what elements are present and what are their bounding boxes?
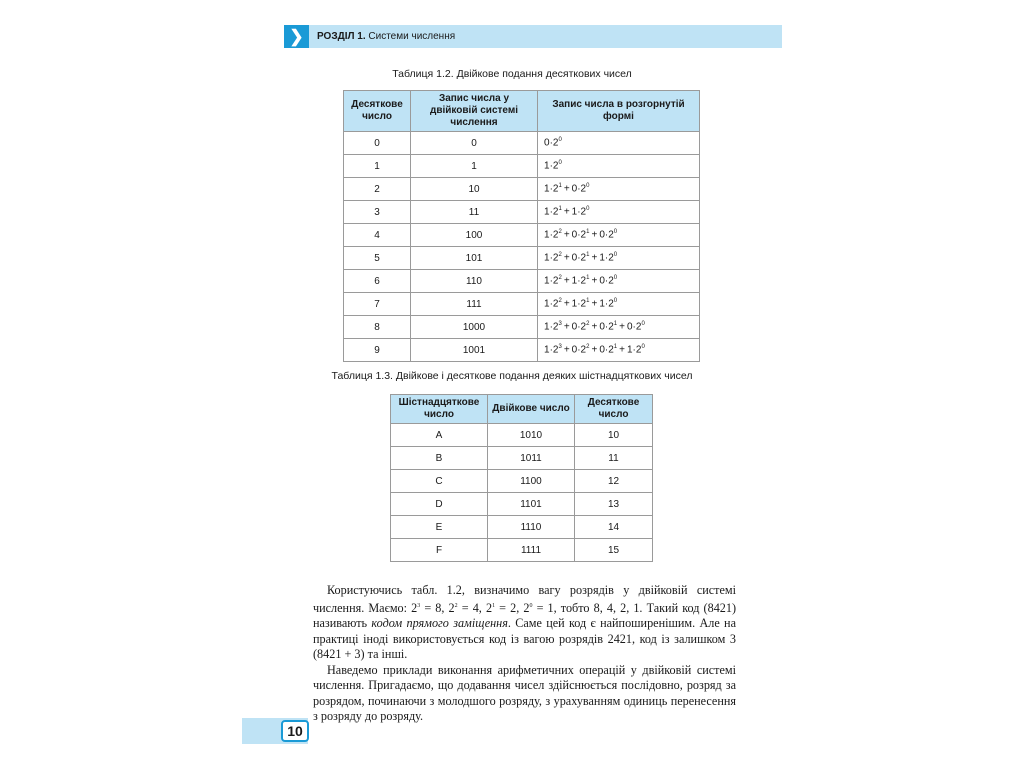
hex-binary-decimal-table [390, 394, 653, 562]
hex-cell: F [391, 539, 488, 562]
table1-header-binary: Запис числа у двійковій системі числення [411, 91, 538, 132]
coefficient: 0 [571, 344, 578, 356]
chevron-right-icon: ❯ [284, 25, 309, 48]
coefficient: 1 [544, 321, 550, 333]
decimal-cell: 2 [344, 178, 411, 201]
exponent: 1 [558, 206, 562, 213]
decimal-cell: 12 [575, 470, 653, 493]
table-row [344, 132, 700, 155]
times-base: ·2 [577, 229, 587, 241]
coefficient: 0 [599, 344, 605, 356]
hex-cell: E [391, 516, 488, 539]
times-base: ·2 [549, 137, 559, 149]
table2-header-decimal: Десяткове число [575, 395, 653, 424]
binary-cell: 10 [411, 178, 538, 201]
exponent: 0 [558, 160, 562, 167]
binary-cell: 1000 [411, 316, 538, 339]
coefficient: 0 [599, 275, 605, 287]
page-number: 10 [281, 720, 309, 742]
times-base: ·2 [549, 275, 559, 287]
coefficient: 1 [544, 275, 550, 287]
coefficient: 0 [599, 321, 605, 333]
binary-cell: 1 [411, 155, 538, 178]
decimal-cell: 3 [344, 201, 411, 224]
chapter-title: Системи числення [368, 31, 456, 42]
paragraph-arithmetic: Наведемо приклади виконання арифметичних операцій у двійковій системі числення. Пригадаємо, що додавання чисел здійснюється послідовно, розряд за розрядом, починаючи з молодшого розряду, з урахуванням одиниць перенесення з розряду до розряду. [313, 662, 736, 724]
decimal-cell: 14 [575, 516, 653, 539]
plus-sign: + [589, 321, 600, 333]
binary-cell: 1101 [488, 493, 575, 516]
exponent: 2 [454, 602, 458, 609]
table2-caption: Таблиця 1.3. Двійкове і десяткове подання деяких шістнадцяткових чисел [331, 370, 693, 382]
plus-sign: + [561, 206, 572, 218]
plus-sign: + [561, 298, 572, 310]
text-run: = 2, 2 [495, 600, 530, 615]
table1-caption: Таблиця 1.2. Двійкове подання десяткових чисел [392, 68, 632, 80]
times-base: ·2 [577, 252, 587, 264]
binary-cell: 1010 [488, 424, 575, 447]
hex-cell: C [391, 470, 488, 493]
times-base: ·2 [632, 344, 642, 356]
hex-cell: B [391, 447, 488, 470]
decimal-cell: 13 [575, 493, 653, 516]
decimal-cell: 15 [575, 539, 653, 562]
plus-sign: + [617, 321, 627, 333]
plus-sign: + [561, 275, 572, 287]
plus-sign: + [561, 183, 572, 195]
table-row [391, 470, 653, 493]
times-base: ·2 [577, 321, 587, 333]
exponent: 2 [586, 321, 590, 328]
times-base: ·2 [549, 252, 559, 264]
paragraph-weights [313, 583, 736, 663]
coefficient: 0 [571, 321, 578, 333]
coefficient: 1 [544, 183, 550, 195]
table2-header-hex: Шістнадцяткове число [391, 395, 488, 424]
binary-cell: 110 [411, 270, 538, 293]
plus-sign: + [561, 321, 572, 333]
decimal-cell: 1 [344, 155, 411, 178]
times-base: ·2 [549, 344, 559, 356]
expanded-form-cell [538, 224, 700, 247]
coefficient: 0 [571, 183, 578, 195]
plus-sign: + [589, 298, 600, 310]
exponent: 2 [558, 298, 562, 305]
table-row [391, 493, 653, 516]
exponent: 1 [613, 344, 618, 351]
exponent: 0 [586, 183, 590, 190]
times-base: ·2 [549, 229, 559, 241]
plus-sign: + [617, 344, 627, 356]
table-row [391, 539, 653, 562]
plus-sign: + [561, 252, 572, 264]
exponent: 3 [417, 602, 421, 609]
expanded-form-cell [538, 293, 700, 316]
binary-cell: 100 [411, 224, 538, 247]
expanded-form-cell [538, 178, 700, 201]
expanded-form-cell [538, 201, 700, 224]
expanded-form-cell [538, 247, 700, 270]
table-row [344, 270, 700, 293]
hex-cell: A [391, 424, 488, 447]
decimal-cell: 9 [344, 339, 411, 362]
coefficient: 1 [544, 229, 550, 241]
term-direct-substitution-code: кодом прямого заміщення [371, 616, 508, 631]
table-row [391, 447, 653, 470]
table-row [344, 316, 700, 339]
table-row [344, 224, 700, 247]
decimal-cell: 8 [344, 316, 411, 339]
times-base: ·2 [604, 229, 614, 241]
times-base: ·2 [577, 183, 587, 195]
table-row [344, 155, 700, 178]
table2-header-binary: Двійкове число [488, 395, 575, 424]
table-row [344, 339, 700, 362]
coefficient: 1 [599, 252, 605, 264]
plus-sign: + [589, 344, 600, 356]
coefficient: 1 [544, 160, 550, 172]
text-run: Користуючись табл. 1.2, визначимо вагу розрядів у двійковій системі числення. Маємо: 2 [313, 583, 736, 615]
plus-sign: + [589, 252, 600, 264]
times-base: ·2 [604, 344, 614, 356]
coefficient: 0 [544, 137, 550, 149]
binary-cell: 0 [411, 132, 538, 155]
coefficient: 1 [544, 206, 550, 218]
table1-header-decimal: Десяткове число [344, 91, 411, 132]
table-row [391, 424, 653, 447]
binary-cell: 111 [411, 293, 538, 316]
times-base: ·2 [577, 206, 587, 218]
coefficient: 1 [544, 298, 550, 310]
plus-sign: + [561, 344, 572, 356]
times-base: ·2 [549, 160, 559, 172]
binary-decimal-table [343, 90, 700, 362]
times-base: ·2 [577, 275, 587, 287]
text-run: = 1, тобто 8, 4, 2, 1. Такий код (8421) називають [313, 600, 737, 631]
decimal-cell: 4 [344, 224, 411, 247]
expanded-form-cell [538, 316, 700, 339]
binary-cell: 1100 [488, 470, 575, 493]
exponent: 0 [641, 321, 645, 328]
text-run: . Саме цей код є найпоширенішим. Але на практиці іноді використовується код із вагою розрядів 2421, код із залишком 3 (8421 + 3) та інші. [313, 616, 736, 662]
exponent: 1 [613, 321, 618, 328]
plus-sign: + [589, 275, 600, 287]
times-base: ·2 [577, 298, 587, 310]
text-run: = 8, 2 [420, 600, 455, 615]
coefficient: 0 [571, 252, 578, 264]
exponent: 0 [613, 252, 618, 259]
times-base: ·2 [632, 321, 642, 333]
times-base: ·2 [549, 298, 559, 310]
coefficient: 1 [544, 252, 550, 264]
times-base: ·2 [549, 183, 559, 195]
binary-cell: 1001 [411, 339, 538, 362]
exponent: 1 [586, 298, 590, 305]
expanded-form-cell [538, 155, 700, 178]
exponent: 3 [558, 344, 562, 351]
text-run: = 4, 2 [457, 600, 493, 615]
exponent: 2 [558, 252, 562, 259]
exponent: 0 [558, 137, 562, 144]
chapter-section: РОЗДІЛ 1. [317, 31, 366, 42]
expanded-form-cell [538, 132, 700, 155]
exponent: 2 [586, 344, 590, 351]
table-row [344, 178, 700, 201]
decimal-cell: 5 [344, 247, 411, 270]
exponent: 1 [586, 229, 590, 236]
exponent: 0 [613, 298, 618, 305]
times-base: ·2 [604, 321, 614, 333]
times-base: ·2 [604, 298, 614, 310]
coefficient: 0 [599, 229, 605, 241]
coefficient: 1 [599, 298, 605, 310]
chapter-header-text [317, 25, 455, 48]
binary-cell: 1011 [488, 447, 575, 470]
table1-header-expanded: Запис числа в розгорнутій формі [538, 91, 700, 132]
expanded-form-cell [538, 339, 700, 362]
exponent: 0 [641, 344, 645, 351]
times-base: ·2 [549, 321, 559, 333]
decimal-cell: 0 [344, 132, 411, 155]
hex-cell: D [391, 493, 488, 516]
times-base: ·2 [577, 344, 587, 356]
exponent: 0 [613, 229, 618, 236]
times-base: ·2 [604, 252, 614, 264]
exponent: 1 [586, 252, 590, 259]
binary-cell: 1110 [488, 516, 575, 539]
exponent: 0 [529, 602, 533, 609]
coefficient: 1 [571, 275, 578, 287]
plus-sign: + [561, 229, 572, 241]
table-row [344, 201, 700, 224]
exponent: 1 [558, 183, 562, 190]
decimal-cell: 6 [344, 270, 411, 293]
binary-cell: 11 [411, 201, 538, 224]
expanded-form-cell [538, 270, 700, 293]
coefficient: 1 [544, 344, 550, 356]
plus-sign: + [589, 229, 600, 241]
exponent: 0 [586, 206, 590, 213]
table-row [391, 516, 653, 539]
binary-cell: 101 [411, 247, 538, 270]
decimal-cell: 11 [575, 447, 653, 470]
decimal-cell: 7 [344, 293, 411, 316]
exponent: 1 [492, 602, 496, 609]
times-base: ·2 [549, 206, 559, 218]
chapter-header-bar [284, 25, 782, 48]
coefficient: 0 [626, 321, 633, 333]
coefficient: 1 [626, 344, 633, 356]
decimal-cell: 10 [575, 424, 653, 447]
exponent: 3 [558, 321, 562, 328]
coefficient: 1 [571, 206, 578, 218]
binary-cell: 1111 [488, 539, 575, 562]
exponent: 2 [558, 275, 562, 282]
coefficient: 1 [571, 298, 578, 310]
exponent: 2 [558, 229, 562, 236]
table-row [344, 293, 700, 316]
exponent: 0 [613, 275, 618, 282]
coefficient: 0 [571, 229, 578, 241]
body-text [313, 583, 736, 725]
table-row [344, 247, 700, 270]
exponent: 1 [586, 275, 590, 282]
times-base: ·2 [604, 275, 614, 287]
